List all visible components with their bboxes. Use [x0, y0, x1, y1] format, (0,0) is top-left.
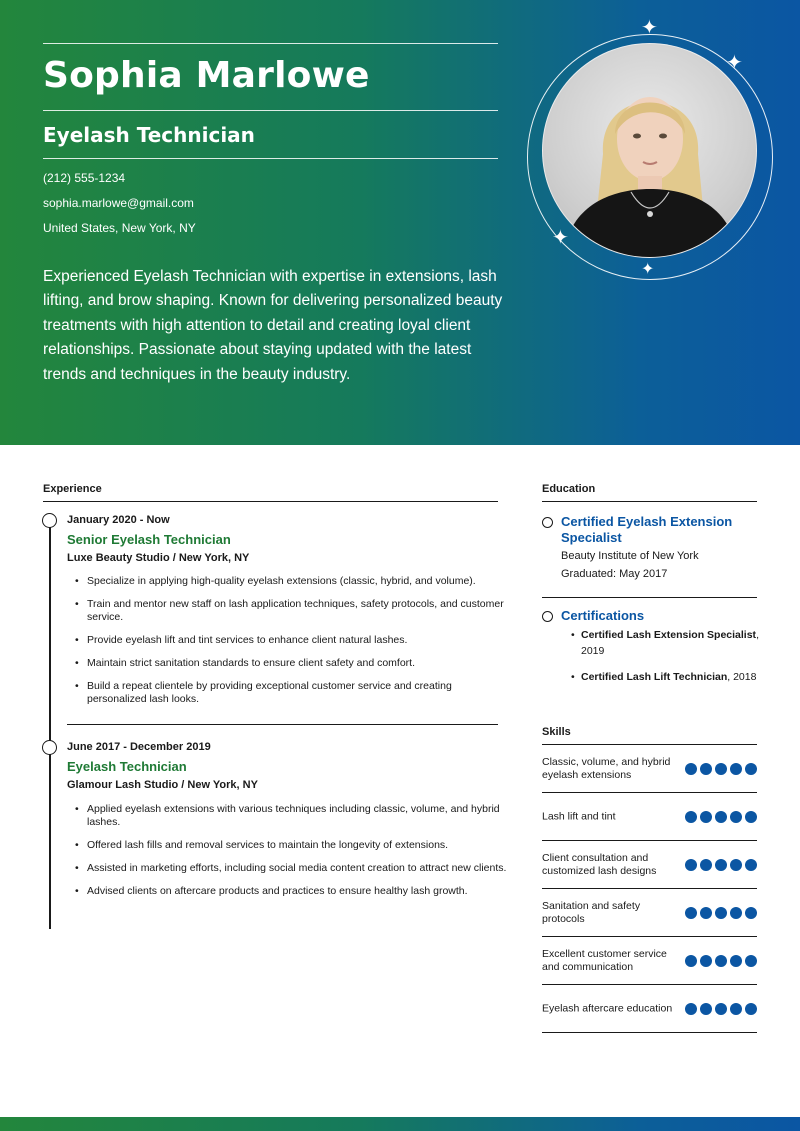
list-item: • Advised clients on aftercare products and practices to ensure healthy lash growth. — [75, 885, 507, 898]
rating-dot — [730, 907, 742, 919]
divider — [67, 724, 498, 725]
education-dot — [542, 517, 553, 528]
experience-heading: Experience — [43, 483, 102, 495]
list-item: • Specialize in applying high-quality eyelash extensions (classic, hybrid, and volume). — [75, 575, 507, 588]
skill-row — [542, 745, 757, 793]
job-date: June 2017 - December 2019 — [67, 741, 211, 753]
skill-rating — [685, 763, 757, 775]
timeline-dot — [42, 513, 57, 528]
skill-row — [542, 793, 757, 841]
skill-row — [542, 889, 757, 937]
skill-rating — [685, 907, 757, 919]
rating-dot — [715, 1003, 727, 1015]
job-bullets — [75, 575, 507, 716]
rating-dot — [730, 955, 742, 967]
skill-name: Classic, volume, and hybrid eyelash extensions — [542, 755, 671, 781]
location: United States, New York, NY — [43, 221, 196, 235]
certifications-heading: Certifications — [561, 608, 645, 623]
rating-dot — [700, 955, 712, 967]
job-title: Eyelash Technician — [43, 123, 255, 147]
rating-dot — [745, 811, 757, 823]
job-bullets — [75, 803, 507, 908]
skills-heading: Skills — [542, 726, 571, 738]
profile-photo — [542, 43, 757, 258]
education-heading: Education — [542, 483, 596, 495]
divider — [43, 110, 498, 111]
skill-name: Sanitation and safety protocols — [542, 899, 641, 925]
skill-row — [542, 841, 757, 889]
job-role: Senior Eyelash Technician — [67, 532, 231, 547]
skill-rating — [685, 811, 757, 823]
rating-dot — [685, 955, 697, 967]
rating-dot — [685, 1003, 697, 1015]
portrait-illustration — [543, 44, 757, 258]
rating-dot — [700, 907, 712, 919]
divider — [43, 43, 498, 44]
list-item: • Maintain strict sanitation standards to ensure client safety and comfort. — [75, 657, 507, 670]
rating-dot — [730, 811, 742, 823]
certification-year: , 2019 — [581, 629, 759, 657]
skill-name: Eyelash aftercare education — [542, 1002, 673, 1014]
certification-name: Certified Lash Lift Technician — [581, 671, 728, 683]
list-item: • Assisted in marketing efforts, including social media content creation to attract new clients. — [75, 862, 507, 875]
sparkle-icon: ✦ — [726, 52, 743, 74]
rating-dot — [745, 859, 757, 871]
rating-dot — [715, 811, 727, 823]
email: sophia.marlowe@gmail.com — [43, 196, 194, 210]
rating-dot — [685, 763, 697, 775]
list-item: • Provide eyelash lift and tint services to enhance client natural lashes. — [75, 634, 507, 647]
rating-dot — [730, 859, 742, 871]
job-date: January 2020 - Now — [67, 514, 170, 526]
skill-row — [542, 985, 757, 1033]
skill-name: Client consultation and customized lash designs — [542, 851, 657, 877]
summary: Experienced Eyelash Technician with expertise in extensions, lash lifting, and brow shaping. Known for delivering personalized beauty treatments with high attention to detail and creating loyal client relationships. Passionate about staying updated with the latest trends and techniques in the beauty industry. — [43, 268, 503, 383]
job-company: Glamour Lash Studio / New York, NY — [67, 779, 258, 791]
list-item: • Applied eyelash extensions with various techniques including classic, volume, and hybrid lashes. — [75, 803, 507, 829]
rating-dot — [685, 811, 697, 823]
footer-bar — [0, 1117, 800, 1131]
sparkle-icon: ✦ — [641, 17, 658, 39]
rating-dot — [715, 763, 727, 775]
timeline-dot — [42, 740, 57, 755]
rating-dot — [745, 955, 757, 967]
certifications-dot — [542, 611, 553, 622]
list-item: • Train and mentor new staff on lash application techniques, safety protocols, and customer service. — [75, 598, 507, 624]
rating-dot — [730, 1003, 742, 1015]
candidate-name: Sophia Marlowe — [43, 55, 370, 96]
certification-year: , 2018 — [727, 671, 757, 683]
timeline-line — [49, 519, 51, 929]
skill-rating — [685, 1003, 757, 1015]
list-item: • Build a repeat clientele by providing exceptional customer service and creating personalized lash looks. — [75, 680, 507, 706]
school-name: Beauty Institute of New York — [561, 550, 699, 562]
skill-name: Excellent customer service and communication — [542, 947, 667, 973]
rating-dot — [715, 955, 727, 967]
rating-dot — [745, 907, 757, 919]
skill-row — [542, 937, 757, 985]
skill-name: Lash lift and tint — [542, 810, 616, 822]
divider — [542, 501, 757, 502]
certification-name: Certified Lash Extension Specialist — [581, 629, 757, 641]
divider — [43, 158, 498, 159]
job-role: Eyelash Technician — [67, 759, 187, 774]
divider — [542, 597, 757, 598]
rating-dot — [700, 763, 712, 775]
rating-dot — [715, 907, 727, 919]
rating-dot — [745, 763, 757, 775]
phone: (212) 555-1234 — [43, 171, 126, 185]
degree-title: Certified Eyelash Extension Specialist — [561, 514, 733, 545]
rating-dot — [685, 907, 697, 919]
skill-rating — [685, 859, 757, 871]
sparkle-icon: ✦ — [641, 261, 655, 278]
rating-dot — [700, 811, 712, 823]
rating-dot — [685, 859, 697, 871]
rating-dot — [700, 1003, 712, 1015]
list-item — [571, 669, 771, 685]
graduation-date: Graduated: May 2017 — [561, 568, 668, 580]
job-company: Luxe Beauty Studio / New York, NY — [67, 552, 250, 564]
list-item: • Offered lash fills and removal services to maintain the longevity of extensions. — [75, 839, 507, 852]
rating-dot — [730, 763, 742, 775]
rating-dot — [700, 859, 712, 871]
divider — [43, 501, 498, 502]
rating-dot — [715, 859, 727, 871]
rating-dot — [745, 1003, 757, 1015]
sparkle-icon: ✦ — [552, 227, 569, 249]
list-item — [571, 627, 771, 659]
header-banner — [0, 0, 800, 445]
certifications-list — [571, 627, 771, 695]
skill-rating — [685, 955, 757, 967]
